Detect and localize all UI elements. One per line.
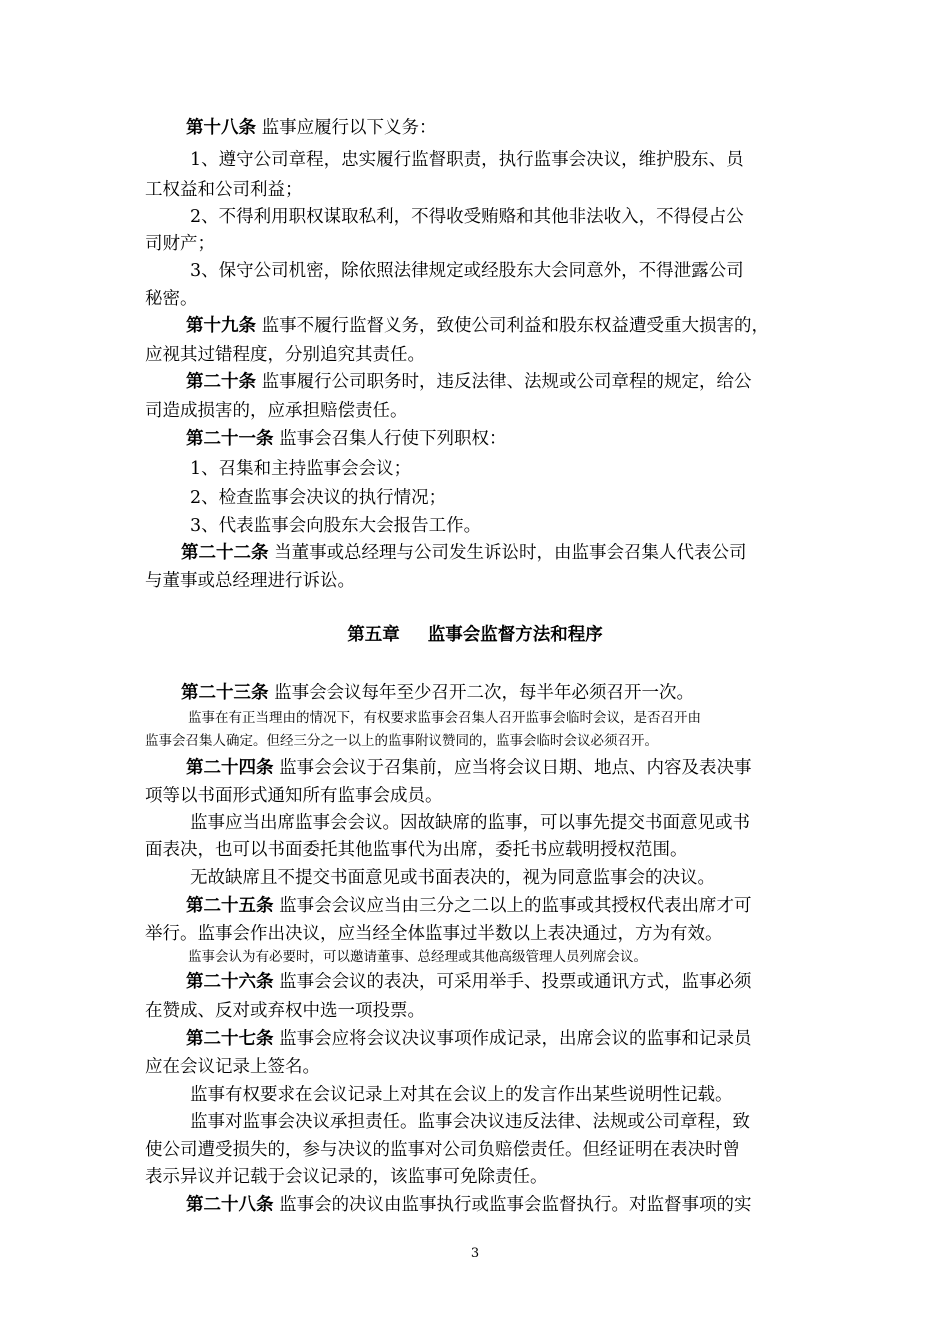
article-28: 第二十八条 监事会的决议由监事执行或监事会监督执行。对监督事项的实 [186, 1195, 752, 1215]
article-18-item-3-cont: 秘密。 [145, 289, 198, 309]
article-27-cont: 应在会议记录上签名。 [145, 1057, 320, 1077]
article-24: 第二十四条 监事会会议于召集前，应当将会议日期、地点、内容及表决事 [186, 758, 752, 778]
article-25: 第二十五条 监事会会议应当由三分之二以上的监事或其授权代表出席才可 [186, 896, 752, 916]
article-19: 第十九条 监事不履行监督义务，致使公司利益和股东权益遭受重大损害的， [186, 316, 770, 336]
article-27-para-3-cont: 使公司遭受损失的，参与决议的监事对公司负赔偿责任。但经证明在表决时曾 [145, 1140, 740, 1160]
article-23: 第二十三条 监事会会议每年至少召开二次，每半年必须召开一次。 [181, 683, 695, 703]
article-22: 第二十二条 当董事或总经理与公司发生诉讼时，由监事会召集人代表公司 [181, 543, 747, 563]
article-25-cont: 举行。监事会作出决议，应当经全体监事过半数以上表决通过，方为有效。 [145, 924, 723, 944]
article-20: 第二十条 监事履行公司职务时，违反法律、法规或公司章程的规定，给公 [186, 372, 752, 392]
article-19-cont: 应视其过错程度，分别追究其责任。 [145, 345, 425, 365]
article-23-note-cont: 监事会召集人确定。但经三分之一以上的监事附议赞同的，监事会临时会议必须召开。 [145, 733, 658, 749]
article-18-item-3: 3、保守公司机密，除依照法律规定或经股东大会同意外，不得泄露公司 [190, 261, 744, 281]
article-26-cont: 在赞成、反对或弃权中选一项投票。 [145, 1001, 425, 1021]
article-18-heading: 第十八条 监事应履行以下义务： [186, 118, 437, 138]
article-18-item-1-cont: 工权益和公司利益； [145, 180, 303, 200]
article-21-item-3: 3、代表监事会向股东大会报告工作。 [190, 516, 482, 536]
article-18-item-2-cont: 司财产； [145, 234, 215, 254]
article-27-para-2: 监事有权要求在会议记录上对其在会议上的发言作出某些说明性记载。 [190, 1085, 733, 1105]
article-23-note: 监事在有正当理由的情况下，有权要求监事会召集人召开监事会临时会议，是否召开由 [188, 710, 701, 726]
article-24-cont: 项等以书面形式通知所有监事会成员。 [145, 786, 443, 806]
article-18-item-2: 2、不得利用职权谋取私利，不得收受贿赂和其他非法收入，不得侵占公 [190, 207, 744, 227]
page-number: 3 [470, 1246, 480, 1261]
article-21-item-1: 1、召集和主持监事会会议； [190, 459, 412, 479]
article-22-cont: 与董事或总经理进行诉讼。 [145, 571, 355, 591]
article-20-cont: 司造成损害的，应承担赔偿责任。 [145, 401, 408, 421]
chapter-title: 第五章 监事会监督方法和程序 [347, 625, 603, 645]
article-18-item-1: 1、遵守公司章程，忠实履行监督职责，执行监事会决议，维护股东、员 [190, 150, 744, 170]
article-27-para-3: 监事对监事会决议承担责任。监事会决议违反法律、法规或公司章程，致 [190, 1112, 750, 1132]
article-24-para-3: 无故缺席且不提交书面意见或书面表决的，视为同意监事会的决议。 [190, 868, 715, 888]
article-25-note: 监事会认为有必要时，可以邀请董事、总经理或其他高级管理人员列席会议。 [188, 949, 647, 965]
article-21-heading: 第二十一条 监事会召集人行使下列职权： [186, 429, 507, 449]
article-24-para-2: 监事应当出席监事会会议。因故缺席的监事，可以事先提交书面意见或书 [190, 813, 750, 833]
article-21-item-2: 2、检查监事会决议的执行情况； [190, 488, 447, 508]
article-24-para-2-cont: 面表决，也可以书面委托其他监事代为出席，委托书应载明授权范围。 [145, 840, 688, 860]
article-27-para-3-cont-2: 表示异议并记载于会议记录的，该监事可免除责任。 [145, 1167, 548, 1187]
article-26: 第二十六条 监事会会议的表决，可采用举手、投票或通讯方式，监事必须 [186, 972, 752, 992]
article-27: 第二十七条 监事会应将会议决议事项作成记录，出席会议的监事和记录员 [186, 1029, 752, 1049]
